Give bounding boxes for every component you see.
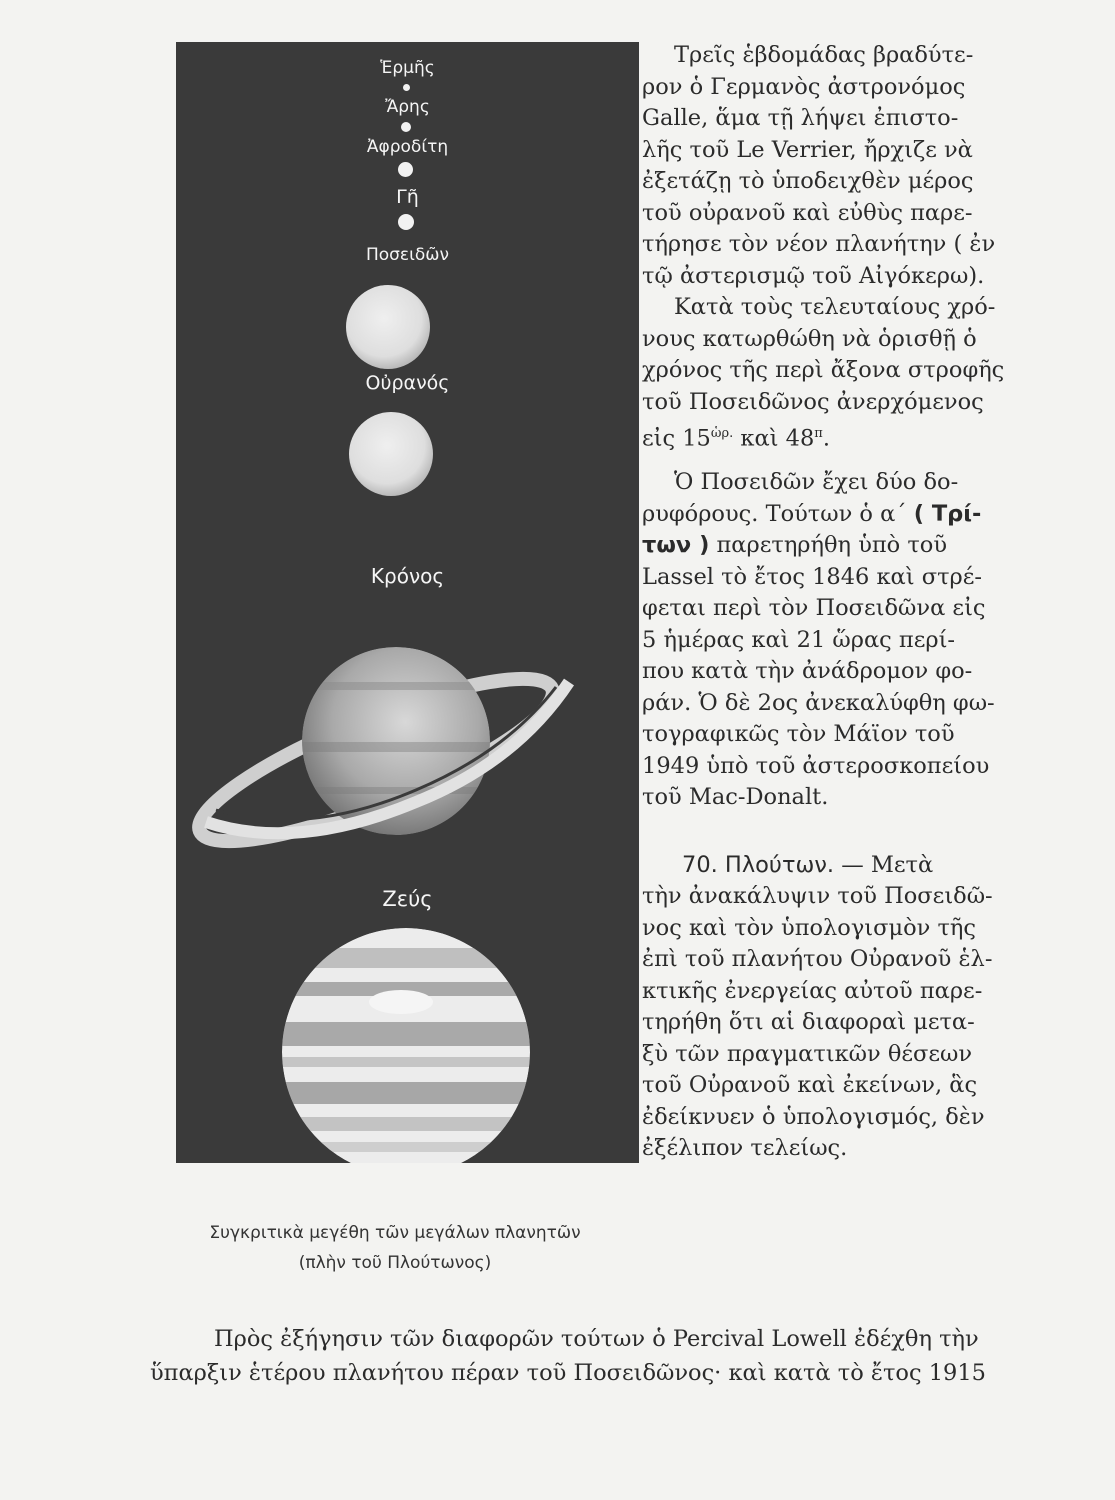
text-line: τοῦ Mac-Donalt. bbox=[642, 784, 829, 810]
text-line: Ὁ Ποσειδῶν ἔχει δύο δο- bbox=[674, 469, 959, 495]
text-line: 1949 ὑπὸ τοῦ ἀστεροσκοπείου bbox=[642, 752, 990, 779]
label-mars: Ἄρης bbox=[385, 97, 430, 117]
paragraph-pluto bbox=[642, 850, 1032, 1165]
text-line: τοῦ οὐρανοῦ καὶ εὐθὺς παρε- bbox=[642, 199, 973, 226]
text-line: ἐξέλιπον τελείως. bbox=[642, 1135, 848, 1161]
text-line: Κατὰ τοὺς τελευταίους χρό- bbox=[674, 294, 996, 320]
right-column-text bbox=[642, 40, 1032, 1165]
text-line: ράν. Ὁ δὲ 2ος ἀνεκαλύφθη φω- bbox=[642, 689, 995, 716]
text-line: ρον ὁ Γερμανὸς ἀστρονόμος bbox=[642, 73, 966, 100]
text-fragment: παρετηρήθη ὑπὸ τοῦ bbox=[709, 532, 948, 558]
bold-term: ( Τρί- bbox=[913, 500, 982, 527]
planet-uranus bbox=[349, 412, 433, 496]
text-fragment: καὶ 48 bbox=[733, 425, 815, 452]
text-line: λῆς τοῦ Le Verrier, ἤρχιζε νὰ bbox=[642, 136, 973, 163]
caption-line-1: Συγκριτικὰ μεγέθη τῶν μεγάλων πλανητῶν bbox=[209, 1223, 581, 1243]
text-line: τὴν ἀνακάλυψιν τοῦ Ποσειδῶ- bbox=[642, 883, 993, 909]
text-line: ἐδείκνυεν ὁ ὑπολογισμός, δὲν bbox=[642, 1103, 985, 1130]
planet-neptune bbox=[346, 285, 430, 369]
text-line bbox=[642, 499, 1032, 531]
superscript: π bbox=[814, 426, 823, 441]
paragraph-rotation bbox=[642, 292, 1032, 455]
superscript: ὡρ. bbox=[710, 426, 734, 441]
text-line: νος καὶ τὸν ὑπολογισμὸν τῆς bbox=[642, 914, 977, 941]
text-line: τοῦ Ποσειδῶνος ἀνερχόμενος bbox=[642, 388, 984, 415]
text-fragment: — Μετὰ bbox=[834, 851, 934, 878]
label-neptune: Ποσειδῶν bbox=[365, 245, 450, 265]
text-line: τογραφικῶς τὸν Μάϊον τοῦ bbox=[642, 721, 955, 747]
planet-jupiter bbox=[276, 928, 536, 1163]
label-saturn: Κρόνος bbox=[370, 564, 445, 588]
text-fragment: εἰς 15 bbox=[642, 425, 711, 452]
text-line: χρόνος τῆς περὶ ἄξονα στροφῆς bbox=[642, 357, 1005, 383]
text-line bbox=[642, 530, 1032, 562]
paragraph-satellites bbox=[642, 467, 1032, 814]
text-line: τῷ ἀστερισμῷ τοῦ Αἰγόκερω). bbox=[642, 262, 985, 289]
caption-line-2: (πλὴν τοῦ Πλούτωνος) bbox=[298, 1253, 492, 1273]
text-line: ἐξετάζῃ τὸ ὑποδειχθὲν μέρος bbox=[642, 168, 974, 194]
planet-size-figure bbox=[176, 42, 639, 1163]
text-line: Galle, ἅμα τῇ λήψει ἐπιστο- bbox=[642, 105, 959, 131]
label-uranus: Οὐρανός bbox=[365, 372, 450, 394]
label-venus: Ἀφροδίτη bbox=[366, 137, 449, 157]
text-line: ὕπαρξιν ἑτέρου πλανήτου πέραν τοῦ Ποσειδῶνος· καὶ κατὰ τὸ ἔτος 1915 bbox=[150, 1360, 986, 1386]
text-line: ξὺ τῶν πραγματικῶν θέσεων bbox=[642, 1040, 973, 1067]
label-mercury: Ἑρμῆς bbox=[380, 58, 435, 78]
text-line: Τρεῖς ἑβδομάδας βραδύτε- bbox=[674, 42, 974, 68]
text-line: φεται περὶ τὸν Ποσειδῶνα εἰς bbox=[642, 595, 986, 621]
text-line bbox=[642, 418, 1032, 455]
bottom-paragraph bbox=[150, 1322, 1030, 1390]
label-jupiter: Ζεύς bbox=[382, 887, 433, 911]
text-line bbox=[642, 850, 1032, 882]
planet-drawings bbox=[176, 42, 639, 1163]
text-fragment: ρυφόρους. Τούτων ὁ α΄ bbox=[642, 500, 914, 527]
text-line: 5 ἡμέρας καὶ 21 ὥρας περί- bbox=[642, 626, 956, 653]
text-line: τήρησε τὸν νέον πλανήτην ( ἐν bbox=[642, 231, 996, 257]
section-heading: 70. Πλούτων. bbox=[682, 851, 835, 878]
bold-term: των ) bbox=[642, 532, 710, 558]
figure-caption bbox=[150, 1218, 640, 1278]
paragraph-galle bbox=[642, 40, 1032, 292]
text-fragment: . bbox=[822, 425, 830, 452]
label-earth: Γῆ bbox=[396, 186, 419, 208]
text-line: τηρήθη ὅτι αἱ διαφοραὶ μετα- bbox=[642, 1009, 975, 1035]
text-line: κτικῆς ἐνεργείας αὐτοῦ παρε- bbox=[642, 977, 983, 1004]
text-line: Lassel τὸ ἔτος 1846 καὶ στρέ- bbox=[642, 563, 983, 590]
text-line: Πρὸς ἐξήγησιν τῶν διαφορῶν τούτων ὁ Percival Lowell ἐδέχθη τὴν bbox=[214, 1326, 979, 1352]
text-line: ἐπὶ τοῦ πλανήτου Οὐρανοῦ ἑλ- bbox=[642, 946, 993, 972]
text-line: τοῦ Οὐρανοῦ καὶ ἐκείνων, ἃς bbox=[642, 1072, 978, 1098]
text-line: που κατὰ τὴν ἀνάδρομον φο- bbox=[642, 658, 973, 684]
text-line: νους κατωρθώθη νὰ ὁρισθῇ ὁ bbox=[642, 325, 977, 352]
